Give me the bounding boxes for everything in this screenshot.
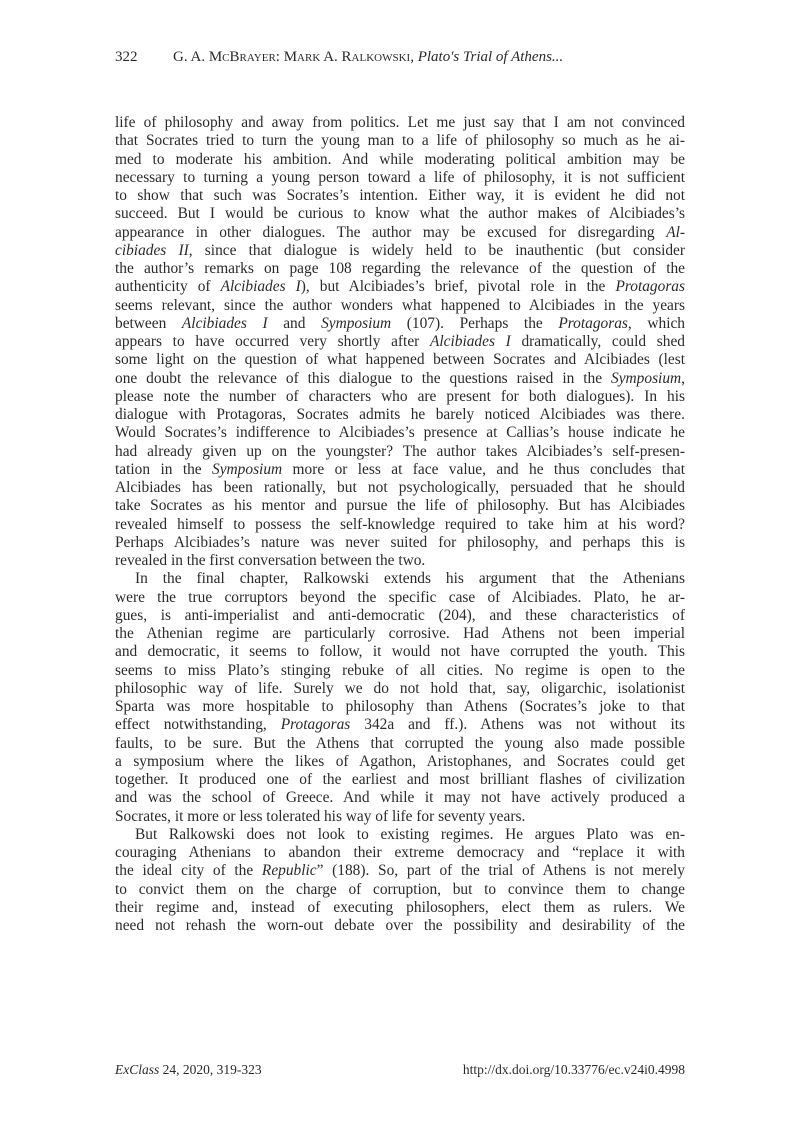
italic-title: Protagoras: [558, 314, 628, 332]
text-run: to show that such was Socrates’s intention. Either way, it is evident he did not: [115, 187, 685, 204]
text-run: revealed himself to possess the self-knowledge required to take him at his word?: [115, 515, 685, 533]
journal-volume-pages: 24, 2020, 319-323: [159, 1062, 262, 1077]
text-line: [115, 643, 685, 661]
text-run: , since that dialogue is widely held to be inauthentic (but consider: [188, 241, 686, 259]
text-line: [115, 625, 685, 643]
text-run: , which: [627, 314, 685, 332]
text-line: [115, 662, 685, 680]
running-header: [115, 47, 685, 67]
text-run: couraging Athenians to abandon their extreme democracy and “replace it with: [115, 844, 685, 861]
journal-name: ExClass: [115, 1062, 160, 1077]
text-run: and democratic, it seems to follow, it would not have corrupted the youth. This: [115, 643, 685, 661]
text-line: [115, 881, 685, 899]
header-colon: :: [275, 49, 284, 65]
review-author: G. A. McBrayer: [173, 49, 276, 65]
text-run: Would Socrates’s indifference to Alcibiades’s presence at Callias’s house indicate he: [115, 424, 685, 442]
italic-title: Protagoras: [615, 278, 685, 296]
page-number: 322: [115, 49, 138, 65]
text-run: Sparta was more hospitable to philosophy than Athens (Socrates’s joke to that: [115, 698, 685, 715]
text-run: effect notwithstanding,: [115, 716, 281, 734]
italic-title: Alcibiades I: [181, 314, 268, 332]
text-line: [115, 479, 685, 497]
text-line: [115, 516, 685, 534]
text-run: 342a and ff.). Athens was not without its: [350, 716, 685, 734]
text-run: and: [267, 314, 322, 332]
text-line: [115, 680, 685, 698]
text-run: a symposium where the likes of Agathon, Aristophanes, and Socrates could get: [115, 752, 685, 770]
text-line: [115, 589, 685, 607]
text-run: philosophic way of life. Surely we do not hold that, say, oligarchic, isolationist: [115, 679, 685, 697]
text-run: more or less at face value, and he thus concludes that: [282, 460, 685, 478]
text-run: med to moderate his ambition. And while moderating political ambition may be: [115, 150, 685, 168]
text-line: [115, 716, 685, 734]
text-run: necessary to turning a young person toward a life of philosophy, it is not sufficient: [115, 168, 685, 186]
italic-title: Protagoras: [280, 716, 351, 734]
page-footer: [115, 1062, 685, 1078]
text-run: their regime and, instead of executing philosophers, elect them as rulers. We: [115, 898, 685, 916]
text-line: [115, 260, 685, 278]
text-line: [115, 443, 685, 461]
text-line: [115, 388, 685, 406]
text-run: Socrates, it more or less tolerated his way of life for seventy years.: [115, 807, 526, 825]
italic-title: Republic: [261, 862, 317, 880]
text-run: (107). Perhaps the: [391, 314, 559, 332]
text-run: seems to miss Plato’s stinging rebuke of all cities. No regime is open to the: [115, 661, 685, 679]
text-line: [115, 406, 685, 424]
text-run: gues, is anti-imperialist and anti-democratic (204), and these characteristics of: [115, 606, 685, 624]
book-title: Plato's Trial of Athens...: [417, 49, 564, 65]
text-line: [115, 826, 685, 844]
italic-title: cibiades II: [115, 241, 189, 259]
text-line: [115, 698, 685, 716]
text-line: [115, 789, 685, 807]
text-line: [115, 862, 685, 880]
text-line: [115, 242, 685, 260]
text-line: [115, 351, 685, 369]
text-line: [115, 424, 685, 442]
text-line: [115, 844, 685, 862]
text-run: the ideal city of the: [115, 862, 262, 880]
text-line: [115, 224, 685, 242]
text-run: that Socrates tried to turn the young man to a life of philosophy so much as he ai-: [115, 132, 685, 150]
text-run: revealed in the first conversation between the two.: [115, 552, 426, 569]
text-run: But Ralkowski does not look to existing regimes. He argues Plato was en-: [135, 825, 685, 843]
text-line: [115, 570, 685, 588]
text-line: [115, 497, 685, 515]
text-run: ” (188). So, part of the trial of Athens is not merely: [316, 862, 686, 880]
text-run: appears to have occurred very shortly after: [115, 333, 430, 350]
header-comma: ,: [410, 49, 418, 65]
text-line: [115, 917, 685, 935]
text-run: need not rehash the worn-out debate over the possibility and desirability of the: [115, 917, 685, 934]
text-run: Perhaps Alcibiades’s nature was never suited for philosophy, and perhaps this is: [115, 533, 685, 551]
text-run: the Athenian regime are particularly corrosive. Had Athens not been imperial: [115, 625, 685, 642]
text-line: [115, 461, 685, 479]
book-author: Mark A. Ralkowski: [283, 49, 411, 65]
italic-title: Al-: [666, 223, 685, 241]
italic-title: Symposium: [321, 314, 392, 332]
text-line: [115, 205, 685, 223]
text-run: and was the school of Greece. And while it may not have actively produced a: [115, 789, 685, 807]
text-run: dramatically, could shed: [510, 333, 685, 350]
text-run: were the true corruptors beyond the specific case of Alcibiades. Plato, he ar-: [115, 588, 685, 606]
text-run: to convict them on the charge of corruption, but to convince them to change: [115, 880, 685, 898]
doi-link[interactable]: http://dx.doi.org/10.33776/ec.v24i0.4998: [462, 1062, 685, 1077]
text-run: some light on the question of what happened between Socrates and Alcibiades (lest: [115, 351, 685, 369]
italic-title: Alcibiades I: [429, 333, 511, 350]
italic-title: Symposium: [212, 460, 283, 478]
text-line: [115, 753, 685, 771]
text-line: [115, 899, 685, 917]
text-line: [115, 370, 685, 388]
text-line: [115, 534, 685, 552]
text-line: [115, 169, 685, 187]
text-line: [115, 808, 685, 826]
text-line: [115, 735, 685, 753]
text-run: together. It produced one of the earliest and most brilliant flashes of civilization: [115, 771, 685, 788]
text-run: life of philosophy and away from politics. Let me just say that I am not convinced: [115, 114, 685, 131]
text-line: [115, 278, 685, 296]
text-line: [115, 297, 685, 315]
text-run: succeed. But I would be curious to know what the author makes of Alcibiades’s: [115, 205, 685, 223]
text-run: one doubt the relevance of this dialogue to the questions raised in the: [115, 369, 612, 387]
text-line: [115, 315, 685, 333]
text-run: please note the number of characters who are present for both dialogues). In his: [115, 387, 685, 405]
text-run: tation in the: [115, 460, 213, 478]
text-line: [115, 132, 685, 150]
text-line: [115, 114, 685, 132]
text-run: take Socrates as his mentor and pursue the life of philosophy. But has Alcibiades: [115, 497, 685, 515]
text-run: ), but Alcibiades’s brief, pivotal role in the: [300, 278, 616, 296]
text-run: seems relevant, since the author wonders what happened to Alcibiades in the years: [115, 296, 685, 314]
text-run: In the final chapter, Ralkowski extends his argument that the Athenians: [135, 570, 685, 588]
text-line: [115, 607, 685, 625]
review-body-text: [115, 114, 685, 935]
text-line: [115, 552, 685, 570]
text-run: appearance in other dialogues. The author may be excused for disregarding: [115, 223, 667, 241]
text-line: [115, 333, 685, 351]
text-line: [115, 187, 685, 205]
text-run: authenticity of: [115, 278, 221, 296]
text-run: the author’s remarks on page 108 regarding the relevance of the question of the: [115, 260, 685, 277]
text-run: had already given up on the youngster? The author takes Alcibiades’s self-presen-: [115, 442, 685, 460]
journal-citation: [115, 1062, 262, 1078]
text-run: between: [115, 314, 182, 332]
text-run: ,: [681, 369, 685, 387]
text-run: faults, to be sure. But the Athens that corrupted the young also made possible: [115, 734, 685, 752]
text-run: Alcibiades has been rationally, but not psychologically, persuaded that he should: [115, 479, 685, 496]
text-line: [115, 151, 685, 169]
italic-title: Alcibiades I: [220, 278, 301, 296]
text-run: dialogue with Protagoras, Socrates admits he barely noticed Alcibiades was there.: [115, 406, 685, 423]
italic-title: Symposium: [611, 369, 682, 387]
text-line: [115, 771, 685, 789]
